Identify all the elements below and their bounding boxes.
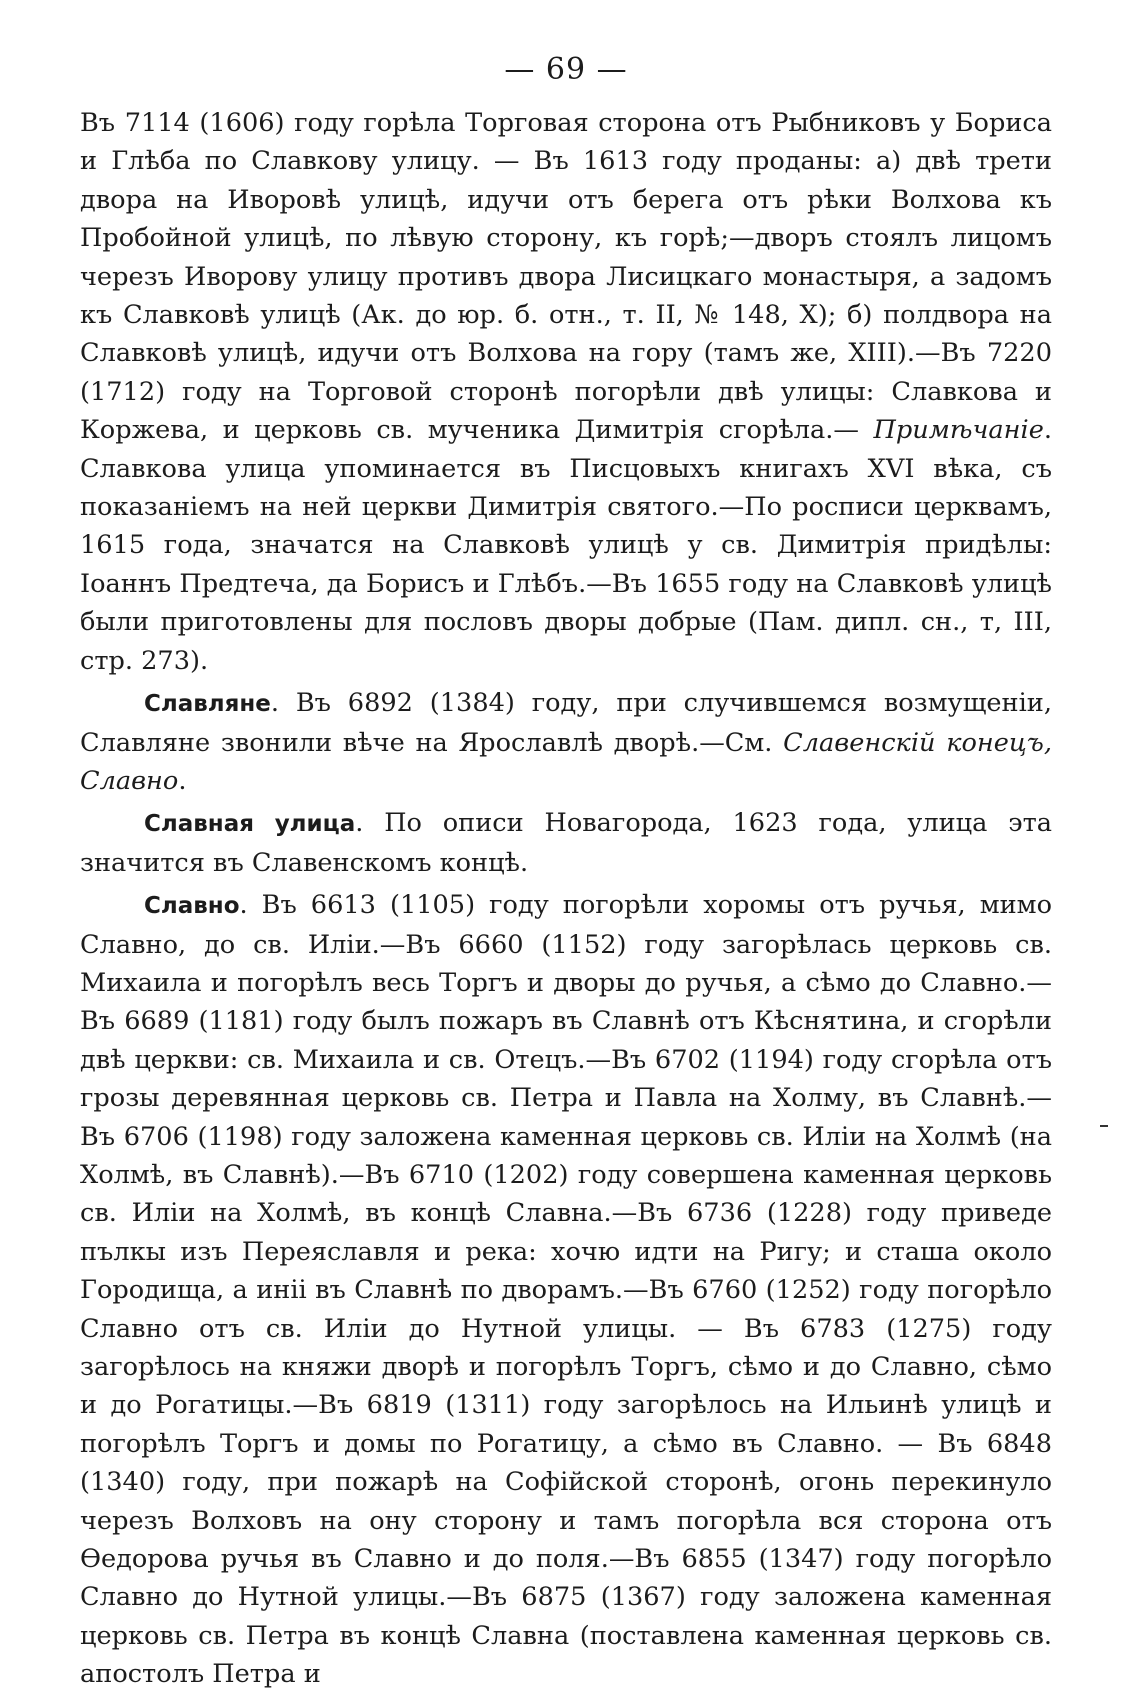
entry-text: Въ 7114 (1606) году горѣла Торговая сторона отъ Рыбниковъ у Бориса и Глѣба по Славкову улицу. — Въ 1613 году проданы: а) двѣ трети двора на Иворовѣ улицѣ, идучи отъ берега отъ рѣки Волхова къ Пробойной улицѣ, по лѣвую сторону, къ горѣ;—дворъ стоялъ лицомъ черезъ Иворову улицу противъ двора Лисицкаго монастыря, а задомъ къ Славковѣ улицѣ (Ак. до юр. б. отн., т. II, № 148, X); б) полдвора на Славковѣ улицѣ, идучи отъ Волхова на гору (тамъ же, XIII).—Въ 7220 (1712) году на Торговой сторонѣ погорѣли двѣ улицы: Славкова и Коржева, и церковь св. мученика Димитрія сгорѣла.— [80,108,1052,446]
page-number: — 69 — [504,52,628,87]
note-label: Примѣчаніе [873,415,1044,446]
entry-slavno [80,886,1052,1694]
entry-slavnaia-ulitsa [80,804,1052,882]
entry-slavliane [80,684,1052,800]
entry-text: . [178,765,187,796]
entry-heading: Славная улица [144,811,356,838]
margin-mark [1100,1125,1108,1127]
book-page [80,48,1052,1694]
entry-slavkova-continued [80,104,1052,680]
entry-text: . Славкова улица упоминается въ Писцовыхъ книгахъ XVI вѣка, съ показаніемъ на ней церкви Димитрія святого.—По росписи церквамъ, 1615 года, значатся на Славковѣ улицѣ у св. Димитрія придѣлы: Іоаннъ Предтеча, да Борисъ и Глѣбъ.—Въ 1655 году на Славковѣ улицѣ были приготовлены для пословъ дворы добрые (Пам. дипл. сн., т, III, стр. 273). [80,415,1052,676]
entry-heading: Славно [144,893,240,920]
entry-heading: Славляне [144,691,271,718]
entry-text: . По описи Новагорода, 1623 года, улица эта значится въ Славенскомъ концѣ. [80,808,1052,878]
entry-text: . Въ 6892 (1384) году, при случившемся возмущеніи, Славляне звонили вѣче на Ярославлѣ дворѣ.—См. [80,688,1052,758]
cross-reference: Славенскій конецъ, Славно [80,727,1052,796]
entry-text: . Въ 6613 (1105) году погорѣли хоромы отъ ручья, мимо Славно, до св. Иліи.—Въ 6660 (1152) году загорѣлась церковь св. Михаила и погорѣлъ весь Торгъ и дворы до ручья, а сѣмо до Славно.— Въ 6689 (1181) году былъ пожаръ въ Славнѣ отъ Кѣснятина, и сгорѣли двѣ церкви: св. Михаила и св. Отецъ.—Въ 6702 (1194) году сгорѣла отъ грозы деревянная церковь св. Петра и Павла на Холму, въ Славнѣ.— Въ 6706 (1198) году заложена каменная церковь св. Иліи на Холмѣ (на Холмѣ, въ Славнѣ).—Въ 6710 (1202) году совершена каменная церковь св. Иліи на Холмѣ, въ концѣ Славна.—Въ 6736 (1228) году приведе пълкы изъ Переяславля и река: хочю идти на Ригу; и сташа около Городища, а инii въ Славнѣ по дворамъ.—Въ 6760 (1252) году погорѣло Славно отъ св. Иліи до Нутной улицы. — Въ 6783 (1275) году загорѣлось на княжи дворѣ и погорѣлъ Торгъ, сѣмо и до Славно, сѣмо и до Рогатицы.—Въ 6819 (1311) году загорѣлось на Ильинѣ улицѣ и погорѣлъ Торгъ и домы по Рогатицу, а сѣмо въ Славно. — Въ 6848 (1340) году, при пожарѣ на Софійской сторонѣ, огонь перекинуло черезъ Волховъ на ону сторону и тамъ погорѣла вся сторона отъ Ѳедорова ручья въ Славно и до поля.—Въ 6855 (1347) году погорѣло Славно до Нутной улицы.—Въ 6875 (1367) году заложена каменная церковь св. Петра въ концѣ Славна (поставлена каменная церковь св. апостолъ Петра и [80,890,1052,1690]
